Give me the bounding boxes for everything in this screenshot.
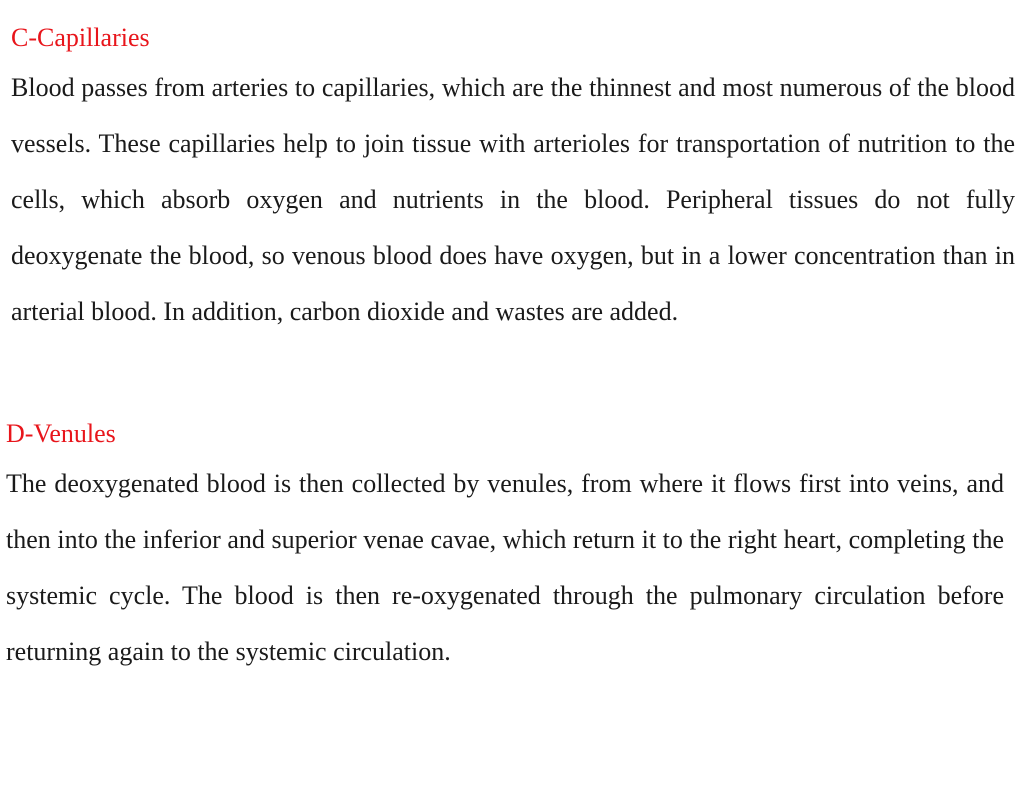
heading-venules: D-Venules xyxy=(6,419,116,448)
paragraph-venules: The deoxygenated blood is then collected by venules, from where it flows first into veins, and then into the inferior and superior venae cavae, which return it to the right heart, completing the systemic cycle. The blood is then re-oxygenated through the pulmonary circulation before returning again to the systemic circulation. xyxy=(6,469,1004,666)
section-capillaries xyxy=(11,18,1015,340)
section-venules xyxy=(6,414,1004,680)
paragraph-capillaries: Blood passes from arteries to capillaries, which are the thinnest and most numerous of the blood vessels. These capillaries help to join tissue with arterioles for transportation of nutrition to the cells, which absorb oxygen and nutrients in the blood. Peripheral tissues do not fully deoxygenate the blood, so venous blood does have oxygen, but in a lower concentration than in arterial blood. In addition, carbon dioxide and wastes are added. xyxy=(11,73,1015,326)
heading-capillaries: C-Capillaries xyxy=(11,23,150,52)
